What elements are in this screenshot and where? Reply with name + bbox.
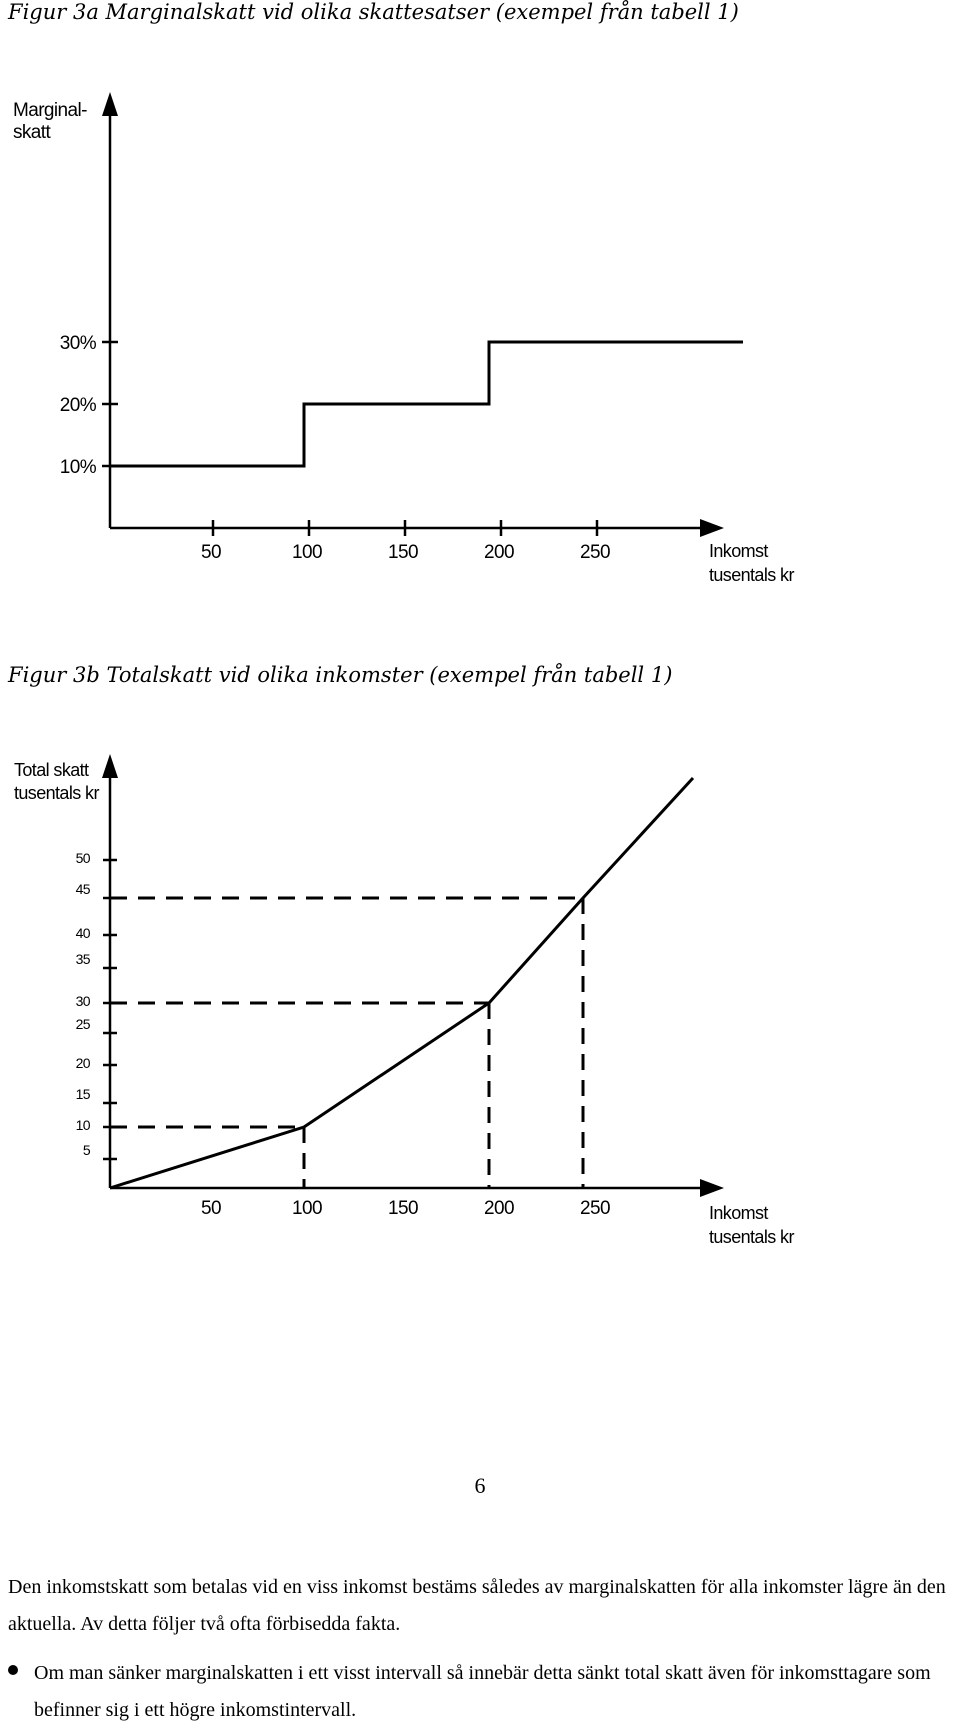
chart-3b-y-tick-label: 5 (82, 1142, 90, 1158)
chart-3a-y-axis-label: Marginal- (13, 100, 87, 121)
chart-3b-y-tick-label: 20 (75, 1055, 90, 1071)
chart-3b-x-tick-label: 50 (201, 1198, 221, 1219)
chart-3a-y-tick-label: 30% (59, 333, 96, 354)
chart-3a-x-tick-label: 50 (201, 542, 221, 563)
chart-3a-x-tick-label: 150 (388, 542, 418, 563)
chart-3b-y-tick-label: 15 (75, 1086, 90, 1102)
chart-3a-x-axis-label: tusentals kr (709, 565, 794, 585)
chart-3b-y-axis-label: tusentals kr (14, 783, 99, 803)
chart-3b-y-tick-label: 50 (75, 850, 90, 866)
chart-3b-y-axis-label: Total skatt (14, 760, 89, 780)
figure-3a-title: Figur 3a Marginalskatt vid olika skattesatser (exempel från tabell 1) (8, 0, 739, 24)
chart-3a-y-tick-label: 20% (59, 395, 96, 416)
chart-3b-x-tick-label: 200 (484, 1198, 514, 1219)
chart-3b-y-tick-label: 45 (75, 881, 90, 897)
chart-3a (0, 80, 960, 600)
chart-3a-series (110, 342, 743, 466)
chart-3a-x-tick-label: 200 (484, 542, 514, 563)
chart-3b-x-axis-label: Inkomst (709, 1203, 768, 1223)
chart-3a-y-axis-arrow-icon (102, 92, 118, 116)
chart-3b-y-tick-label: 35 (75, 951, 90, 967)
chart-3b-guides (110, 898, 583, 1188)
chart-3a-axes (102, 92, 724, 537)
chart-3b-axes (102, 754, 724, 1197)
chart-3b-y-tick-label: 10 (75, 1117, 90, 1133)
chart-3b-y-tick-label: 25 (75, 1016, 90, 1032)
bullet-text: Om man sänker marginalskatten i ett visst intervall så innebär detta sänkt total skatt även för inkomsttagare som befinner sig i ett högre inkomstintervall. (34, 1662, 931, 1721)
bullet-dot-icon (8, 1665, 18, 1675)
chart-3a-y-axis-label: skatt (13, 122, 51, 143)
chart-3a-x-tick-label: 250 (580, 542, 610, 563)
chart-3b-y-tick-label: 30 (75, 993, 90, 1009)
chart-3a-x-axis-arrow-icon (700, 519, 724, 537)
figure-3b-title: Figur 3b Totalskatt vid olika inkomster (exempel från tabell 1) (8, 663, 673, 687)
chart-3b-x-tick-label: 150 (388, 1198, 418, 1219)
chart-3a-x-axis-label: Inkomst (709, 541, 768, 561)
chart-3b-y-tick-label: 40 (75, 925, 90, 941)
chart-3b (0, 740, 960, 1260)
chart-3a-y-tick-label: 10% (59, 457, 96, 478)
chart-3b-x-axis-arrow-icon (700, 1179, 724, 1197)
chart-3b-x-tick-label: 250 (580, 1198, 610, 1219)
chart-3b-y-axis-arrow-icon (102, 754, 118, 778)
chart-3a-x-tick-label: 100 (292, 542, 322, 563)
chart-3b-x-tick-label: 100 (292, 1198, 322, 1219)
chart-3a-series-line (110, 342, 743, 466)
explanatory-paragraph: Den inkomstskatt som betalas vid en viss inkomst bestäms således av marginalskatten för alla inkomster lägre än den aktuella. Av detta följer två ofta förbisedda fakta. (8, 1576, 946, 1635)
chart-3b-x-axis-label: tusentals kr (709, 1227, 794, 1247)
chart-3a-x-ticks (201, 520, 610, 563)
chart-3b-x-ticks (201, 1198, 610, 1219)
page-number: 6 (474, 1473, 486, 1498)
